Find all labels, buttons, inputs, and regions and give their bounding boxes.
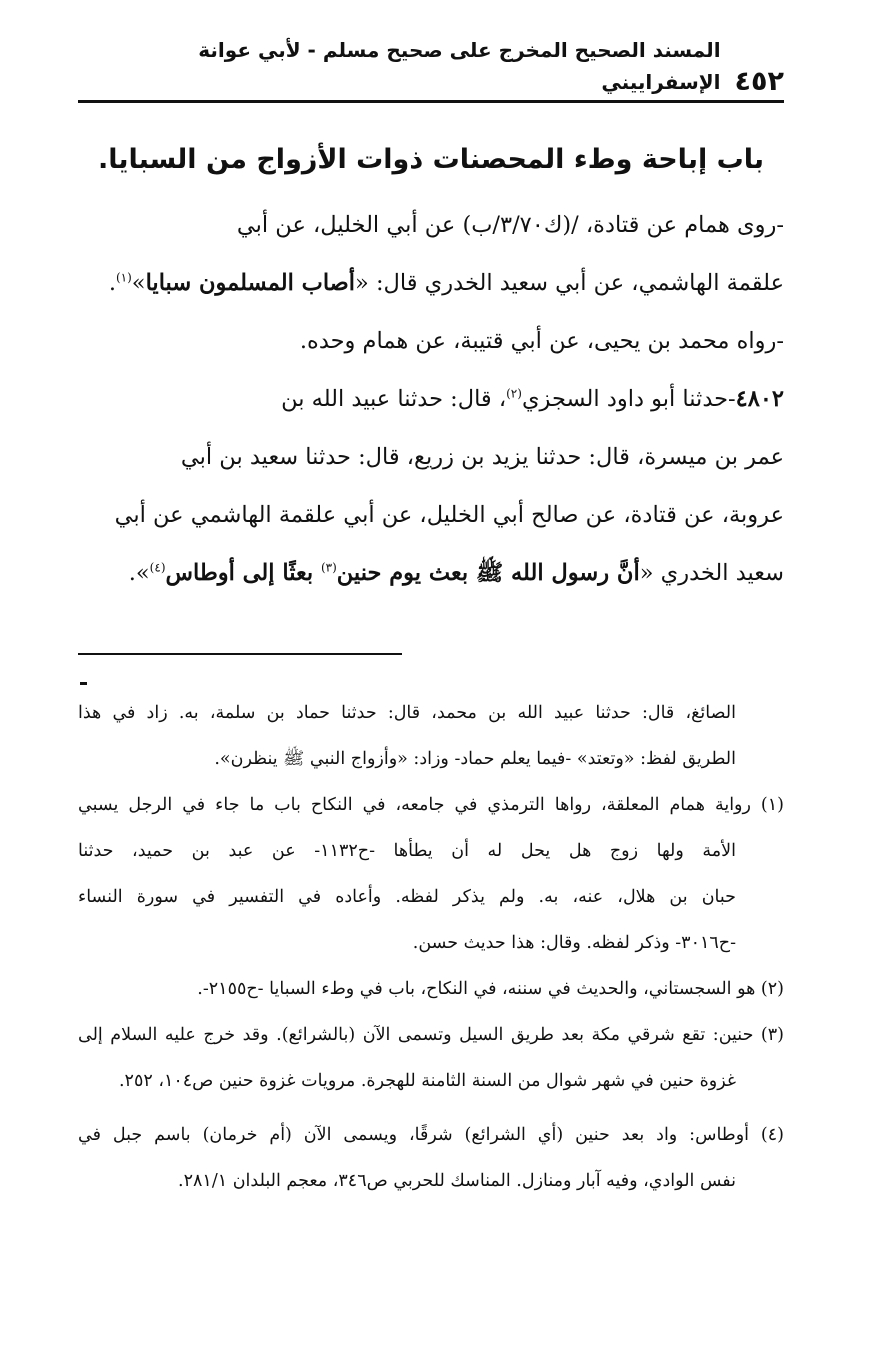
footnote-4 bbox=[78, 1112, 784, 1204]
footnote-line: نفس الوادي، وفيه آبار ومنازل. المناسك للحربي ص٣٤٦، معجم البلدان ٢٨١/١. bbox=[178, 1171, 736, 1191]
footnote-line: الأمة ولها زوج هل يحل له أن يطأها -ح١١٣٢- عن عبد بن حميد، حدثنا bbox=[78, 841, 736, 861]
footnote-line: الطريق لفظ: «وتعتد» -فيما يعلم حماد- وزاد: «وأزواج النبي ﷺ ينظرن». bbox=[214, 749, 736, 769]
chapter-title-text: باب إباحة وطء المحصنات ذوات الأزواج من السبايا bbox=[108, 144, 765, 175]
page-header bbox=[78, 38, 784, 98]
text-run: ، قال: حدثنا عبيد الله بن bbox=[281, 386, 507, 412]
chapter-title bbox=[78, 140, 784, 180]
footnote-ref-2[interactable]: (٢) bbox=[506, 386, 522, 401]
footnote-line: -ح٣٠١٦- وذكر لفظه. وقال: هذا حديث حسن. bbox=[412, 933, 736, 953]
footnote-1 bbox=[78, 782, 784, 966]
continuation-mark bbox=[80, 682, 87, 685]
footnote-line: حبان بن هلال، عنه، به. ولم يذكر لفظه. وأعاده في التفسير في سورة النساء bbox=[78, 887, 736, 907]
footnote-separator bbox=[78, 653, 402, 655]
hadith-number: ٤٨٠٢ bbox=[735, 386, 784, 412]
text-line bbox=[78, 254, 784, 312]
footnote-line: (٣) حنين: تقع شرقي مكة بعد طريق السيل وتسمى الآن (بالشرائع). وقد خرج عليه السلام إلى bbox=[78, 1025, 784, 1045]
footnote-ref-3[interactable]: (٣) bbox=[320, 560, 337, 575]
footnote-line: (٢) هو السجستاني، والحديث في سننه، في النكاح، باب في وطء السبايا -ح٢١٥٥-. bbox=[197, 979, 784, 999]
text-line: -روى همام عن قتادة، /(ك٣/٧٠/ب) عن أبي الخليل، عن أبي bbox=[236, 212, 784, 238]
page-number: ٤٥٢ bbox=[734, 66, 784, 97]
text-run: ». bbox=[128, 560, 150, 586]
footnote-line: (٤) أوطاس: واد بعد حنين (أي الشرائع) شرقًا، ويسمى الآن (أم خرمان) باسم جبل في bbox=[78, 1125, 784, 1145]
quoted-narration: بعثًا إلى أوطاس bbox=[165, 560, 321, 586]
text-run: » bbox=[131, 270, 146, 296]
hadith-line bbox=[78, 370, 784, 428]
chapter-title-end: . bbox=[97, 144, 109, 175]
text-run: -حدثنا أبو داود السجزي bbox=[521, 386, 736, 412]
text-line: عروبة، عن قتادة، عن صالح أبي الخليل، عن أبي علقمة الهاشمي عن أبي bbox=[114, 502, 784, 528]
text-line bbox=[78, 544, 784, 602]
footnote-line: غزوة حنين في شهر شوال من السنة الثامنة للهجرة. مرويات غزوة حنين ص١٠٤، ٢٥٢. bbox=[118, 1071, 736, 1091]
running-title: المسند الصحيح المخرج على صحيح مسلم - لأبي عوانة الإسفراييني bbox=[198, 38, 721, 94]
footnote-2 bbox=[78, 966, 784, 1012]
footnote-line: الصائغ، قال: حدثنا عبيد الله بن محمد، قال: حدثنا حماد بن سلمة، به. زاد في هذا bbox=[78, 703, 736, 723]
text-line: -رواه محمد بن يحيى، عن أبي قتيبة، عن همام وحده. bbox=[299, 328, 784, 354]
text-run: علقمة الهاشمي، عن أبي سعيد الخدري قال: « bbox=[355, 270, 784, 296]
footnote-ref-1[interactable]: (١) bbox=[115, 270, 132, 285]
footnote-line: (١) رواية همام المعلقة، رواها الترمذي في جامعه، في النكاح باب ما جاء في الرجل يسبي bbox=[78, 795, 784, 815]
quoted-narration: أصاب المسلمون سبايا bbox=[145, 270, 356, 296]
text-line: عمر بن ميسرة، قال: حدثنا يزيد بن زريع، قال: حدثنا سعيد بن أبي bbox=[180, 444, 784, 470]
text-run: . bbox=[108, 270, 116, 296]
quoted-narration: أنَّ رسول الله ﷺ بعث يوم حنين bbox=[336, 560, 640, 586]
footnote-continued bbox=[78, 690, 784, 782]
footnote-ref-4[interactable]: (٤) bbox=[149, 560, 166, 575]
text-run: سعيد الخدري « bbox=[639, 560, 784, 586]
main-text bbox=[78, 196, 784, 602]
footnote-3 bbox=[78, 1012, 784, 1104]
header-rule bbox=[78, 100, 784, 103]
